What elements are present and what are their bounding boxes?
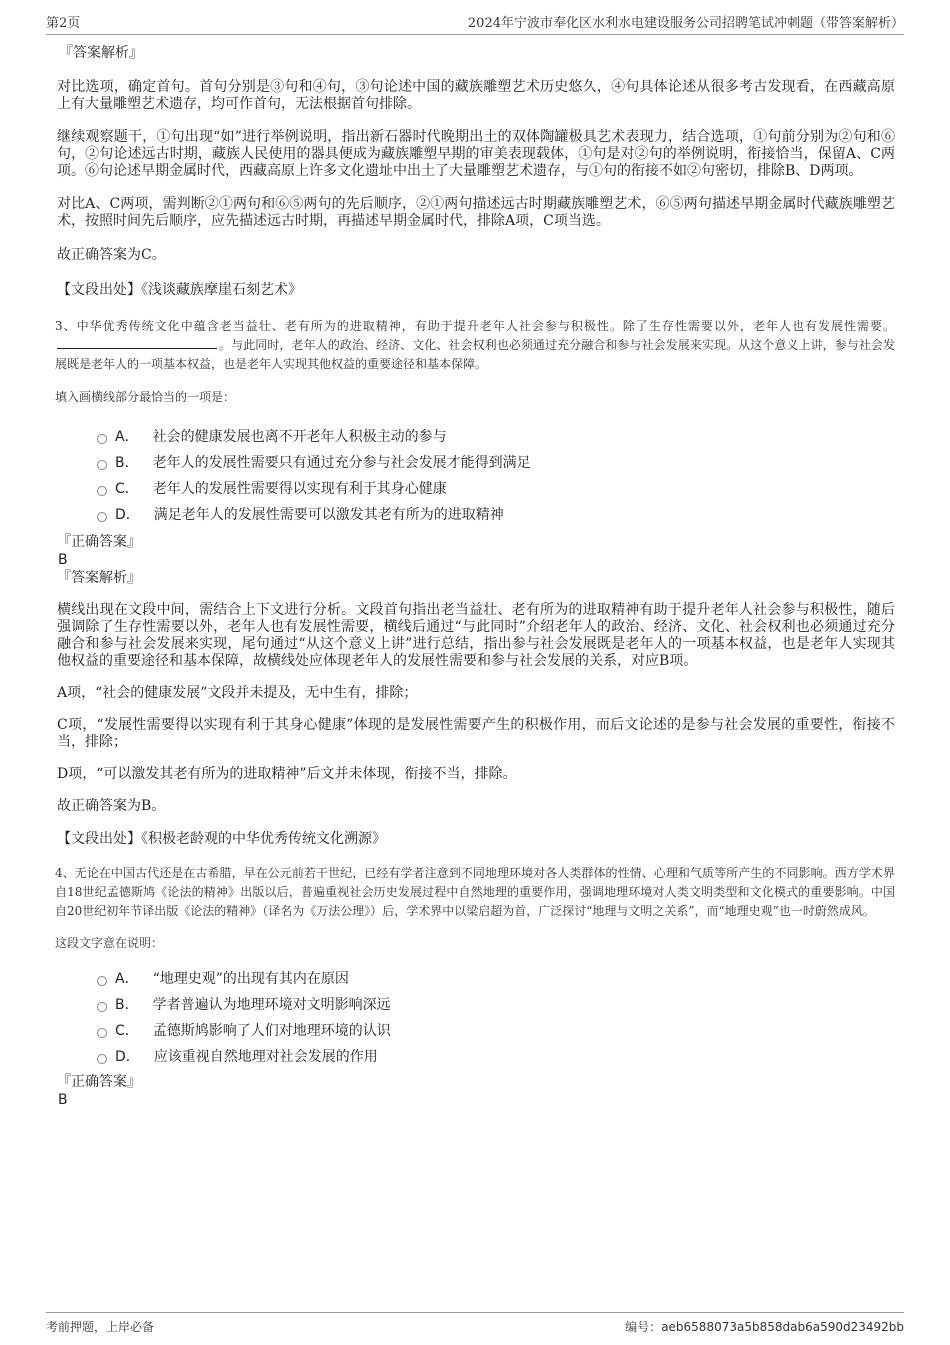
q3-correct-answer: B — [58, 552, 68, 568]
q3-analysis-para-d: D项，“可以激发其老有所为的进取精神”后文并未体现，衔接不当，排除。 — [57, 766, 517, 782]
option-letter: C． — [115, 1023, 139, 1039]
option-letter: A． — [115, 429, 139, 445]
q3-analysis-label: 『答案解析』 — [57, 570, 141, 586]
page-footer — [46, 1312, 904, 1335]
q2-conclusion: 故正确答案为C。 — [57, 247, 166, 263]
q2-analysis-para-1: 对比选项，确定首句。首句分别是③句和④句，③句论述中国的藏族雕塑艺术历史悠久，④句具体论述从很多考古发现看，在西藏高原上有大量雕塑艺术遗存，均可作首句，无法根据首句排除。 — [57, 79, 895, 112]
option-letter: B． — [115, 997, 139, 1013]
q3-options — [97, 423, 895, 527]
radio-icon[interactable] — [97, 1002, 107, 1012]
footer-code-label: 编号： — [625, 1320, 662, 1334]
q2-analysis-para-2: 继续观察题干，①句出现“如”进行举例说明，指出新石器时代晚期出土的双体陶罐极具艺术表现力，结合选项，①句前分别为②句和⑥句，②句论述远古时期，藏族人民使用的器具便成为藏族雕塑早期的审美表现载体，①句是对②句的举例说明，衔接恰当，保留A、C两项。⑥句论述早期金属时代，西藏高原上许多文化遗址中出土了大量雕塑艺术遗存，与①句的衔接不如②句密切，排除B、D两项。 — [57, 129, 895, 179]
q3-source: 【文段出处】《积极老龄观的中华优秀传统文化溯源》 — [57, 831, 386, 847]
q4-stem: 4、无论在中国古代还是在古希腊，早在公元前若干世纪，已经有学者注意到不同地理环境对各人类群体的性情、心理和气质等所产生的不同影响。西方学术界自18世纪孟德斯鸠《论法的精神》出版以后，普遍重视社会历史发展过程中自然地理的重要作用，强调地理环境对人类文明类型和文化模式的重要影响。中国自20世纪初年节译出版《论法的精神》（译名为《万法公理》）后，学术界中以梁启超为首，广泛探讨“地理与文明之关系”，而“地理史观”也一时蔚然成风。 — [55, 866, 895, 918]
q3-stem-after: 。与此同时，老年人的政治、经济、文化、社会权利也必须通过充分融合和参与社会发展来实现。从这个意义上讲，参与社会发展既是老年人的一项基本权益，也是老年人实现其他权益的重要途径和基本保障。 — [55, 338, 895, 371]
q3-analysis-para-a: A项，“社会的健康发展”文段并未提及，无中生有，排除； — [57, 685, 418, 701]
page-number: 第2页 — [46, 16, 81, 31]
q4-option-c[interactable] — [97, 1017, 895, 1043]
option-text: “地理史观”的出现有其内在原因 — [152, 971, 349, 987]
option-text: 学者普遍认为地理环境对文明影响深远 — [152, 997, 391, 1013]
option-letter: D． — [115, 1049, 140, 1065]
q3-analysis-para-1: 横线出现在文段中间，需结合上下文进行分析。文段首句指出老当益壮、老有所为的进取精神有助于提升老年人社会参与积极性，随后强调除了生存性需要以外，老年人也有发展性需要，横线后通过“与此同时”介绍老年人的政治、经济、文化、社会权利也必须通过充分融合和参与社会发展来实现，尾句通过“从这个意义上讲”进行总结，指出参与社会发展既是老年人的一项基本权益，也是老年人实现其他权益的重要途径和基本保障，故横线处应体现老年人的发展性需要和参与社会发展的关系，对应B项。 — [57, 602, 895, 669]
option-letter: C． — [115, 481, 139, 497]
option-text: 孟德斯鸠影响了人们对地理环境的认识 — [152, 1023, 391, 1039]
document-title: 2024年宁波市奉化区水利水电建设服务公司招聘笔试冲刺题（带答案解析） — [467, 16, 904, 31]
q4-correct-label: 『正确答案』 — [57, 1074, 141, 1090]
footer-code-value: aeb6588073a5b858dab6a590d23492bb — [661, 1320, 904, 1334]
radio-icon[interactable] — [97, 1028, 107, 1038]
q3-prompt: 填入画横线部分最恰当的一项是： — [55, 390, 236, 404]
q2-source: 【文段出处】《浅谈藏族摩崖石刻艺术》 — [57, 282, 302, 298]
radio-icon[interactable] — [97, 512, 107, 522]
option-text: 社会的健康发展也离不开老年人积极主动的参与 — [152, 429, 447, 445]
q3-conclusion: 故正确答案为B。 — [57, 798, 166, 814]
footer-slogan: 考前押题，上岸必备 — [46, 1320, 155, 1334]
q3-blank-line — [57, 336, 217, 349]
q3-stem-before: 3、中华优秀传统文化中蕴含老当益壮、老有所为的进取精神，有助于提升老年人社会参与积极性。除了生存性需要以外，老年人也有发展性需要。 — [55, 319, 895, 333]
option-text: 满足老年人的发展性需要可以激发其老有所为的进取精神 — [153, 507, 504, 523]
radio-icon[interactable] — [97, 486, 107, 496]
q2-analysis-label: 『答案解析』 — [59, 45, 143, 61]
q4-option-b[interactable] — [97, 991, 895, 1017]
q3-analysis-para-c: C项，“发展性需要得以实现有利于其身心健康”体现的是发展性需要产生的积极作用，而后文论述的是参与社会发展的重要性，衔接不当，排除； — [57, 717, 895, 750]
q4-prompt: 这段文字意在说明： — [55, 936, 164, 950]
option-letter: B． — [115, 455, 139, 471]
q4-correct-answer: B — [58, 1092, 68, 1108]
radio-icon[interactable] — [97, 434, 107, 444]
q3-option-c[interactable] — [97, 475, 895, 501]
q3-option-b[interactable] — [97, 449, 895, 475]
q4-option-d[interactable] — [97, 1043, 895, 1069]
q3-stem — [55, 317, 895, 374]
option-letter: A． — [115, 971, 139, 987]
radio-icon[interactable] — [97, 460, 107, 470]
q3-option-a[interactable] — [97, 423, 895, 449]
q3-correct-label: 『正确答案』 — [57, 534, 141, 550]
q4-option-a[interactable] — [97, 965, 895, 991]
q2-analysis-para-3: 对比A、C两项，需判断②①两句和⑥⑤两句的先后顺序，②①两句描述远古时期藏族雕塑艺术，⑥⑤两句描述早期金属时代藏族雕塑艺术，按照时间先后顺序，应先描述远古时期，再描述早期金属时代，排除A项，C项当选。 — [57, 196, 895, 229]
option-text: 应该重视自然地理对社会发展的作用 — [153, 1049, 378, 1065]
page-content — [57, 44, 895, 1109]
q3-option-d[interactable] — [97, 501, 895, 527]
option-letter: D． — [115, 507, 140, 523]
radio-icon[interactable] — [97, 976, 107, 986]
q4-options — [97, 965, 895, 1069]
option-text: 老年人的发展性需要只有通过充分参与社会发展才能得到满足 — [152, 455, 531, 471]
footer-code — [625, 1318, 904, 1335]
radio-icon[interactable] — [97, 1054, 107, 1064]
option-text: 老年人的发展性需要得以实现有利于其身心健康 — [152, 481, 447, 497]
page-header — [46, 12, 904, 35]
